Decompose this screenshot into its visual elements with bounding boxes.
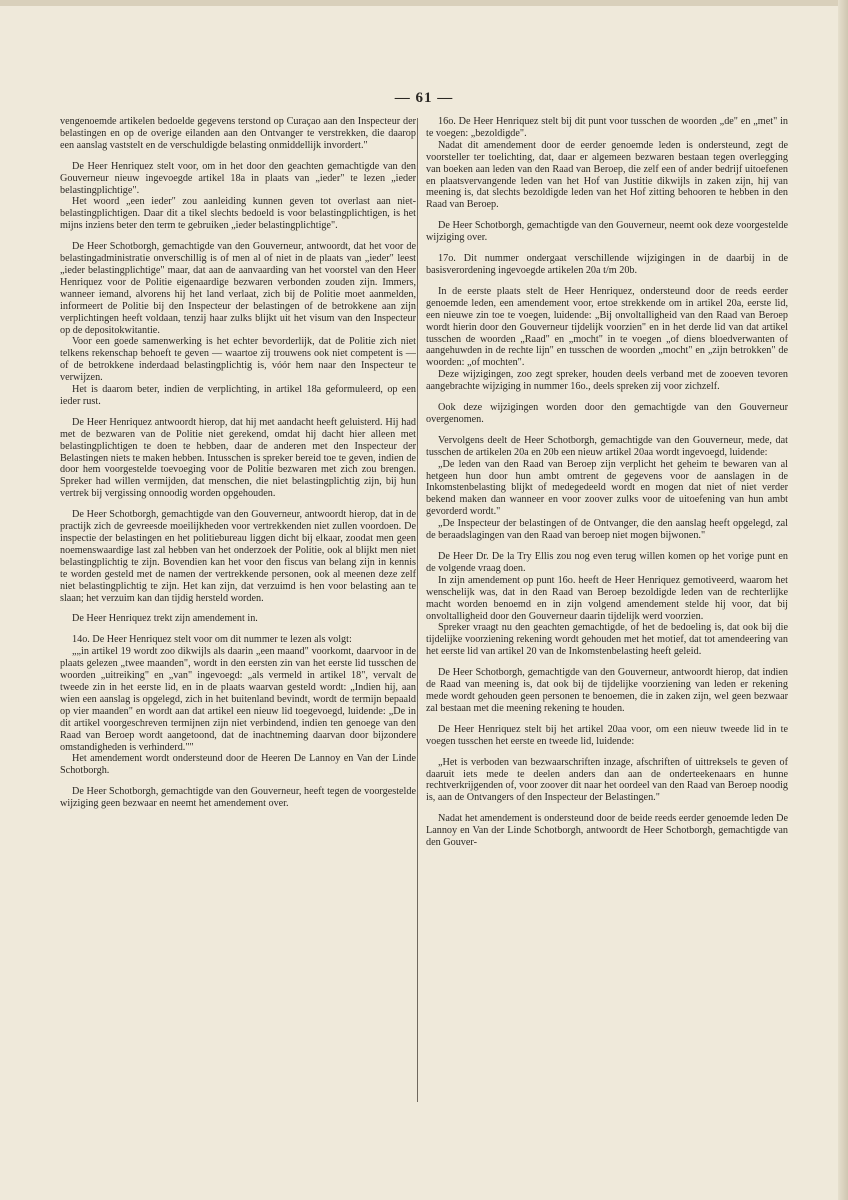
paragraph: 14o. De Heer Henriquez stelt voor om dit nummer te lezen als volgt: [72, 634, 352, 646]
left-column [60, 116, 416, 819]
paragraph: 17o. Dit nummer ondergaat verschillende wijzigingen in de daarbij in de basisverordening ingevoegde artikelen 20a t/m 20b. [426, 253, 788, 276]
paragraph: De Heer Schotborgh, gemachtigde van den Gouverneur, antwoordt hierop, dat indien de Raad van meening is, dat ook bij de tijdelijke voorziening van leden er rekening mede wordt gehouden geen personen te benoemen, die in zaken zijn, wel geen bezwaar zal bestaan met die meening rekening te houden. [426, 667, 788, 714]
paragraph: Ook deze wijzigingen worden door den gemachtigde van den Gouverneur overgenomen. [426, 402, 788, 425]
paragraph: Het is daarom beter, indien de verplichting, in artikel 18a geformuleerd, op een ieder rust. [60, 384, 416, 407]
paragraph: De Heer Henriquez antwoordt hierop, dat hij met aandacht heeft geluisterd. Hij had met de bezwaren van de Politie niet gerekend, omdat hij dacht hier alleen met belastingplichtigen te doen te hebben, daar de anderen met den Inspecteur der Belastingen niets te maken hebben. Intusschen is spreker bereid toe te geven, indien de door hem voorgestelde toevoeging voor de Politie bezwaren met zich zou brengen. Spreker had willen vermijden, dat menschen, die niet belastingplichtig zijn, bij hun vertrek bij vergissing onnoodig worden opgehouden. [60, 416, 416, 500]
paragraph: De Heer Schotborgh, gemachtigde van den Gouverneur, antwoordt, dat het voor de belastingadministratie onverschillig is of men al of niet in de plaats van „ieder" leest „ieder belastingplichtige" maar, dat aan de aanvaarding van het voorstel van den Heer Henriquez voor de Politie eigenaardige bezwaren verbonden zouden zijn. Immers, wanneer iemand, alvorens hij het land verlaat, zich bij de Politie moet aanmelden, informeert de Politie bij den Inspecteur der belastingen of de betrokkene aan zijn verplichtingen heeft voldaan, tenzij haar zulks blijkt uit het visum van den Inspecteur op de depositokwitantie. [60, 241, 416, 336]
paragraph: Spreker vraagt nu den geachten gemachtigde, of het de bedoeling is, dat ook bij die tijdelijke voorziening rekening wordt gehouden met het motief, dat tot amendeering van het eerste lid van artikel 20 van de Inkomstenbelasting heeft geleid. [426, 622, 788, 658]
paragraph: Deze wijzigingen, zoo zegt spreker, houden deels verband met de zooeven tevoren aangebrachte wijziging in nummer 16o., deels spreken zij voor zichzelf. [426, 369, 788, 393]
paragraph: De Heer Schotborgh, gemachtigde van den Gouverneur, antwoordt hierop, dat in de practijk zich de gevreesde moeilijkheden voor vertrekkenden niet zullen voordoen. De inspectie der belastingen en het politiebureau liggen dicht bij elkaar, zoodat men geen noemenswaardige last zal hebben van het onderzoek der Politie, ook al blijkt men niet belastingplichtig te zijn. Bovendien kan het voor den fiscus van belang zijn in kennis te worden gesteld met de namen der vertrekkende personen, ook al meenen deze zelf niet belastingplichtig te zijn. Het kan zijn, dat verzuimd is hen voor belasting aan te slaan; het verzuim kan dan tijdig hersteld worden. [60, 509, 416, 604]
paragraph: De Heer Henriquez stelt voor, om in het door den geachten gemachtigde van den Gouverneur nieuw ingevoegde artikel 18a in plaats van „ieder" te lezen „ieder belastingplichtige". [60, 160, 416, 196]
paragraph: Het amendement wordt ondersteund door de Heeren De Lannoy en Van der Linde Schotborgh. [60, 753, 416, 777]
paragraph: Nadat dit amendement door de eerder genoemde leden is ondersteund, zegt de voorsteller ter toelichting, dat, daar er algemeen bezwaren bestaan tegen overlegging van boeken aan leden van den Raad van Beroep, die zelf een of ander bedrijf uitoefenen en plaatsvervangende leden van het Hof van Justitie dikwijls in zaken zijn, hij van meening is, dat slechts bezoldigde leden van het Hof zitting behooren te hebben in den Raad van Beroep. [426, 139, 788, 211]
paragraph: vengenoemde artikelen bedoelde gegevens terstond op Curaçao aan den Inspecteur der belastingen en op de overige eilanden aan den Ontvanger te verstrekken, die daarop een aanslag vaststelt en de verschuldigde belasting onmiddellijk invordert." [60, 116, 416, 151]
paragraph: De Heer Henriquez stelt bij het artikel 20aa voor, om een nieuw tweede lid in te voegen tusschen het eerste en tweede lid, luidende: [426, 723, 788, 747]
column-divider [417, 118, 418, 1102]
paragraph: Voor een goede samenwerking is het echter bevorderlijk, dat de Politie zich niet telkens rekenschap behoeft te geven — waartoe zij trouwens ook niet competent is — of de betrokkene inderdaad belastingplichtig is, vóór hem naar den Inspecteur te verwijzen. [60, 336, 416, 384]
paragraph: De Heer Schotborgh, gemachtigde van den Gouverneur, neemt ook deze voorgestelde wijziging over. [426, 220, 788, 244]
paragraph: „„in artikel 19 wordt zoo dikwijls als daarin „een maand" voorkomt, daarvoor in de plaats gelezen „twee maanden", wordt in den eersten zin van het eerste lid tusschen de woorden „uitreiking" en „van" ingevoegd: „als vermeld in artikel 18", vervalt de tweede zin in het eerste lid, en in de plaats waarvan gesteld wordt: „Indien hij, aan wien een aanslag is opgelegd, zich in het buitenland bevindt, wordt de termijn bepaald op vier maanden" en wordt aan dat artikel een nieuw lid toegevoegd, luidende: „De in dit artikel voorgeschreven termijnen zijn niet verbindend, indien ten genoege van den Raad van Beroep wordt aangetoond, dat de inachtneming daarvan door bijzondere omstandigheden is verhinderd."" [60, 646, 416, 753]
paragraph: Het woord „een ieder" zou aanleiding kunnen geven tot overlast aan niet-belastingplichtigen. Daar dit a tikel slechts bedoeld is voor belastingplichtigen, is het mijns inziens beter den term te gebruiken „ieder belastingplichtige". [60, 196, 416, 232]
paragraph: In zijn amendement op punt 16o. heeft de Heer Henriquez gemotiveerd, waarom het wenschelijk was, dat in den Raad van Beroep bezoldigde leden van de rechterlijke macht worden benoemd en in zijn volgend amendement stelde hij voor, dat bij onvoltalligheid door den Gouverneur daarin tijdelijk werd voorzien. [426, 574, 788, 622]
paragraph: De Heer Dr. De la Try Ellis zou nog even terug willen komen op het vorige punt en de volgende vraag doen. [426, 551, 788, 574]
page-right-edge [838, 0, 848, 1200]
page-number: — 61 — [394, 90, 454, 106]
paragraph: „Het is verboden van bezwaarschriften inzage, afschriften of uittreksels te geven of daaruit iets mede te deelen anders dan aan de onderteekenaars en hunne rechtverkrijgenden of, voor zoover dit naar het oordeel van den Raad van Beroep noodig is, aan de Ontvangers of den Inspecteur der Belastingen." [426, 756, 788, 804]
paragraph: Nadat het amendement is ondersteund door de beide reeds eerder genoemde leden De Lannoy en Van der Linde Schotborgh, antwoordt de Heer Schotborgh, gemachtigde van den Gouver- [426, 813, 788, 849]
paragraph: 16o. De Heer Henriquez stelt bij dit punt voor tusschen de woorden „de" en „met" in te voegen: „bezoldigde". [426, 116, 788, 139]
page-top-edge [0, 0, 848, 6]
right-column [426, 116, 788, 849]
paragraph: Vervolgens deelt de Heer Schotborgh, gemachtigde van den Gouverneur, mede, dat tusschen de artikelen 20a en 20b een nieuw artikel 20aa wordt ingevoegd, luidende: [426, 434, 788, 458]
paragraph: De Heer Schotborgh, gemachtigde van den Gouverneur, heeft tegen de voorgestelde wijziging geen bezwaar en neemt het amendement over. [60, 786, 416, 810]
paragraph: „De leden van den Raad van Beroep zijn verplicht het geheim te bewaren van al hetgeen hun door hun ambt omtrent de gegevens voor de aanslagen in de Inkomstenbelasting blijkt of medegedeeld wordt en mogen dat niet of niet verder bekend maken dan wanneer en voor zoover zulks voor de uitoefening van hun ambt gevorderd wordt." [426, 458, 788, 518]
paragraph: In de eerste plaats stelt de Heer Henriquez, ondersteund door de reeds eerder genoemde leden, een amendement voor, ertoe strekkende om in artikel 20a, eerste lid, een nieuwe zin toe te voegen, luidende: „Bij onvoltalligheid van den Raad van Beroep wordt hierin door den Gouverneur tijdelijk voorzien" en in het derde lid van dat artikel tusschen de woorden „Raad" en „mocht" in te voegen „of diens bloedverwanten of aangehuwden in de rechte lijn" en tusschen de woorden „mocht" en „zijn betrokken" de woorden: „of mochten". [426, 285, 788, 369]
paragraph: De Heer Henriquez trekt zijn amendement in. [72, 613, 258, 625]
paragraph: „De Inspecteur der belastingen of de Ontvanger, die den aanslag heeft opgelegd, zal de beraadslagingen van den Raad van beroep niet mogen bijwonen." [426, 518, 788, 542]
